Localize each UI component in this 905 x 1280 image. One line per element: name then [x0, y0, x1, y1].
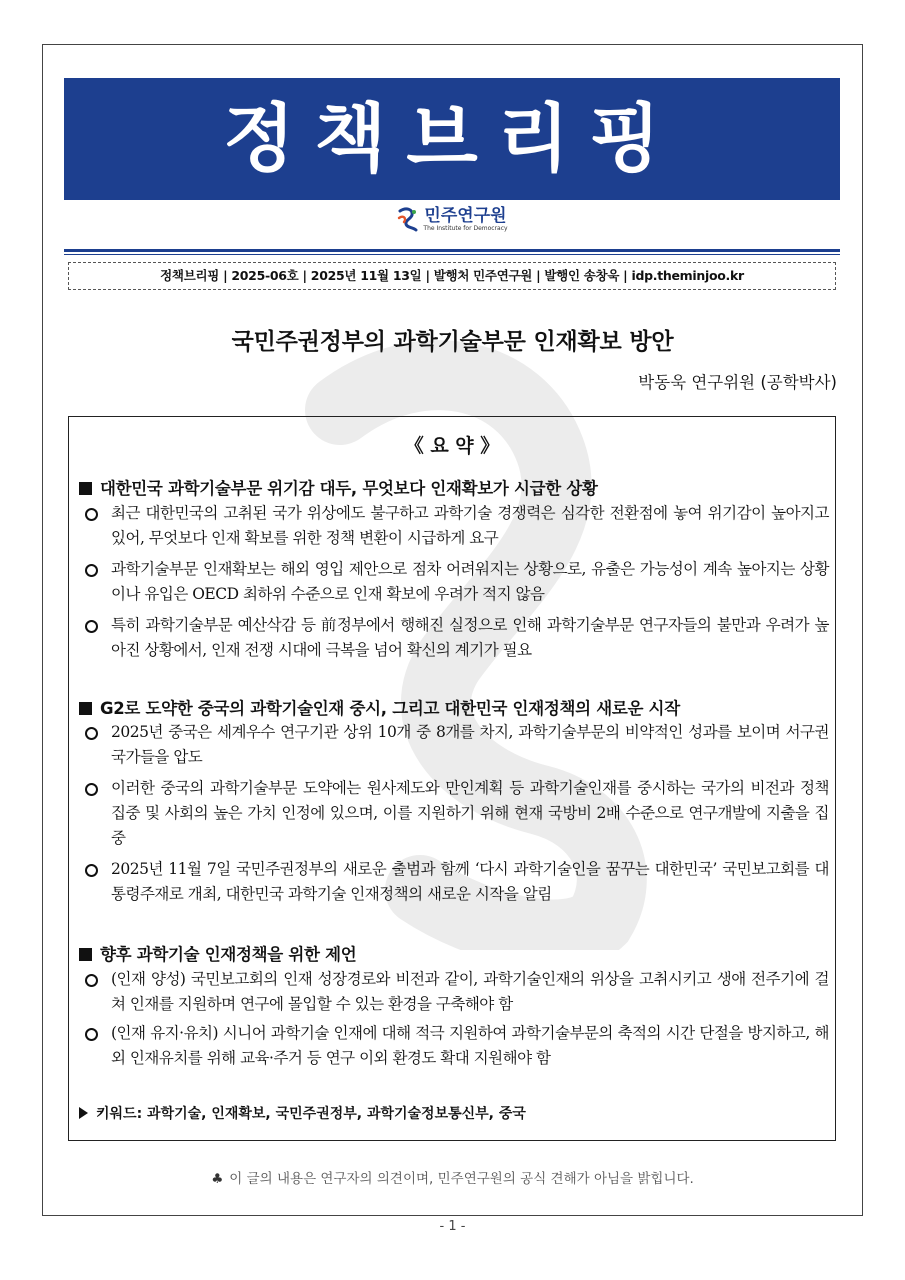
circle-bullet-icon	[85, 508, 98, 521]
keywords: 키워드: 과학기술, 인재확보, 국민주권정부, 과학기술정보통신부, 중국	[79, 1103, 526, 1123]
circle-bullet-icon	[85, 564, 98, 577]
logo-name: 민주연구원	[424, 205, 507, 226]
logo-subtitle: The Institute for Democracy	[423, 224, 508, 232]
circle-bullet-icon	[85, 974, 98, 987]
list-item: 2025년 11월 7일 국민주권정부의 새로운 출범과 함께 ‘다시 과학기술인을 꿈꾸는 대한민국’ 국민보고회를 대통령주재로 개최, 대한민국 과학기술 인재정책의 새로운 시작을 알림	[83, 857, 829, 907]
square-bullet-icon	[79, 948, 92, 961]
square-bullet-icon	[79, 702, 92, 715]
list-item: (인재 유지·유치) 시니어 과학기술 인재에 대해 적극 지원하여 과학기술부문의 축적의 시간 단절을 방지하고, 해외 인재유치를 위해 교육·주거 등 연구 이외 환경도 확대 지원해야 함	[83, 1021, 829, 1071]
page-title: 국민주권정부의 과학기술부문 인재확보 방안	[231, 329, 674, 355]
circle-bullet-icon	[85, 1028, 98, 1041]
list-item: 이러한 중국의 과학기술부문 도약에는 원사제도와 만인계획 등 과학기술인재를 중시하는 국가의 비전과 정책 집중 및 사회의 높은 가치 인정에 있으며, 이를 지원하기 위해 현재 국방비 2배 수준으로 연구개발에 지출을 집중	[83, 776, 829, 851]
section-heading: 향후 과학기술 인재정책을 위한 제언	[79, 941, 356, 965]
publication-info-bar: 정책브리핑 | 2025-06호 | 2025년 11월 13일 | 발행처 민주연구원 | 발행인 송창욱 | idp.theminjoo.kr	[68, 262, 836, 290]
summary-box	[68, 416, 836, 1141]
header-rule	[64, 249, 840, 252]
circle-bullet-icon	[85, 620, 98, 633]
section-heading: 대한민국 과학기술부문 위기감 대두, 무엇보다 인재확보가 시급한 상황	[79, 475, 598, 499]
circle-bullet-icon	[85, 864, 98, 877]
list-item: 2025년 중국은 세계우수 연구기관 상위 10개 중 8개를 차지, 과학기술부문의 비약적인 성과를 보이며 서구권 국가들을 압도	[83, 720, 829, 770]
club-icon: ♣	[211, 1171, 224, 1187]
list-item: 과학기술부문 인재확보는 해외 영입 제안으로 점차 어려워지는 상황으로, 유출은 가능성이 계속 높아지는 상황이나 유입은 OECD 최하위 수준으로 인재 확보에 우려가 적지 않음	[83, 557, 829, 607]
page-number: - 1 -	[439, 1219, 466, 1234]
swirl-logo-icon	[397, 206, 419, 232]
banner-title: 정책브리핑	[64, 78, 840, 200]
logo	[0, 206, 905, 236]
list-item: (인재 양성) 국민보고회의 인재 성장경로와 비전과 같이, 과학기술인재의 위상을 고취시키고 생애 전주기에 걸쳐 인재를 지원하며 연구에 몰입할 수 있는 환경을 구축해야 함	[83, 967, 829, 1017]
summary-heading: 《 요 약 》	[404, 435, 500, 457]
author: 박동욱 연구위원 (공학박사)	[638, 373, 837, 392]
square-bullet-icon	[79, 482, 92, 495]
list-item: 최근 대한민국의 고취된 국가 위상에도 불구하고 과학기술 경쟁력은 심각한 전환점에 놓여 위기감이 높아지고 있어, 무엇보다 인재 확보를 위한 정책 변환이 시급하게 요구	[83, 501, 829, 551]
circle-bullet-icon	[85, 783, 98, 796]
section-heading: G2로 도약한 중국의 과학기술인재 중시, 그리고 대한민국 인재정책의 새로운 시작	[79, 695, 680, 719]
header-rule-thin	[64, 254, 840, 255]
list-item: 특히 과학기술부문 예산삭감 등 前정부에서 행해진 실정으로 인해 과학기술부문 연구자들의 불만과 우려가 높아진 상황에서, 인재 전쟁 시대에 극복을 넘어 확신의 계기가 필요	[83, 613, 829, 663]
disclaimer: ♣ 이 글의 내용은 연구자의 의견이며, 민주연구원의 공식 견해가 아님을 밝힙니다.	[211, 1171, 694, 1187]
triangle-bullet-icon	[79, 1107, 88, 1119]
circle-bullet-icon	[85, 727, 98, 740]
